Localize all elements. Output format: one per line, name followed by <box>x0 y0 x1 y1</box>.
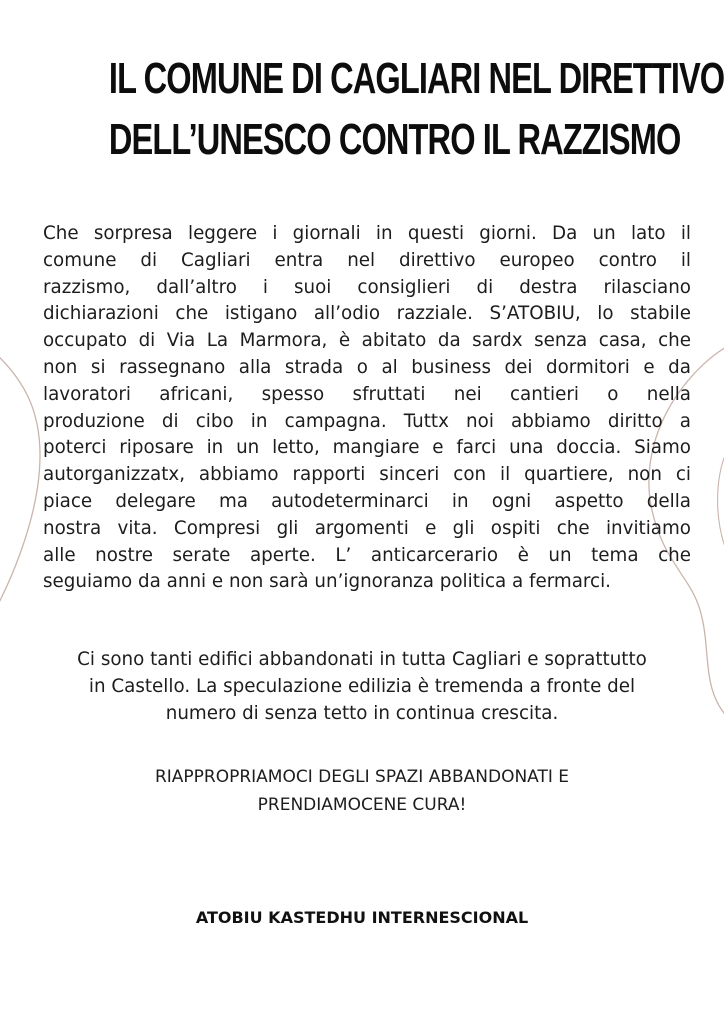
body-paragraph <box>43 221 691 596</box>
paragraph-line: razzismo, dall’altro i suoi consiglieri di destra rilasciano <box>43 276 691 298</box>
centered-line: in Castello. La speculazione edilizia è tremenda a fronte del <box>88 675 636 697</box>
left-decorative-curve <box>0 352 40 612</box>
centered-line: Ci sono tanti edifici abbandonati in tutta Cagliari e soprattutto <box>77 649 647 670</box>
paragraph-line: lavoratori africani, spesso sfruttati nei cantieri o nella <box>43 383 691 405</box>
signature: ATOBIU KASTEDHU INTERNESCIONAL <box>195 908 529 927</box>
paragraph-line: occupato di Via La Marmora, è abitato da sardx senza casa, che <box>43 330 691 352</box>
page-title-line-2: DELL’UNESCO CONTRO IL RAZZISMO <box>108 115 681 164</box>
slogan-line-1: RIAPPROPRIAMOCI DEGLI SPAZI ABBANDONATI E <box>154 767 570 787</box>
paragraph-line: autorganizzatx, abbiamo rapporti sinceri con il quartiere, non ci <box>43 464 691 486</box>
paragraph-line: poterci riposare in un letto, mangiare e farci una doccia. Siamo <box>43 437 691 459</box>
page-title-line-1: IL COMUNE DI CAGLIARI NEL DIRETTIVO <box>108 54 724 103</box>
paragraph-line: comune di Cagliari entra nel direttivo europeo contro il <box>43 249 691 271</box>
paragraph-line: alle nostre serate aperte. L’ anticarcerario è un tema che <box>43 544 691 566</box>
right-edge-curve <box>718 445 724 560</box>
centered-line: numero di senza tetto in continua crescita. <box>165 702 559 724</box>
paragraph-line: produzione di cibo in campagna. Tuttx noi abbiamo diritto a <box>43 410 691 432</box>
paragraph-line: Che sorpresa leggere i giornali in questi giorni. Da un lato il <box>43 223 691 244</box>
centered-paragraph <box>20 647 704 727</box>
paragraph-line: nostra vita. Compresi gli argomenti e gli ospiti che invitiamo <box>43 517 691 539</box>
paragraph-line: non si rassegnano alla strada o al business dei dormitori e da <box>43 356 691 378</box>
paragraph-line: piace delegare ma autodeterminarci in ogni aspetto della <box>43 490 691 512</box>
slogan <box>20 763 704 819</box>
paragraph-line: dichiarazioni che istigano all’odio razziale. S’ATOBIU, lo stabile <box>43 303 691 325</box>
slogan-line-2: PRENDIAMOCENE CURA! <box>257 795 467 815</box>
paragraph-line: seguiamo da anni e non sarà un’ignoranza politica a fermarci. <box>43 571 611 593</box>
